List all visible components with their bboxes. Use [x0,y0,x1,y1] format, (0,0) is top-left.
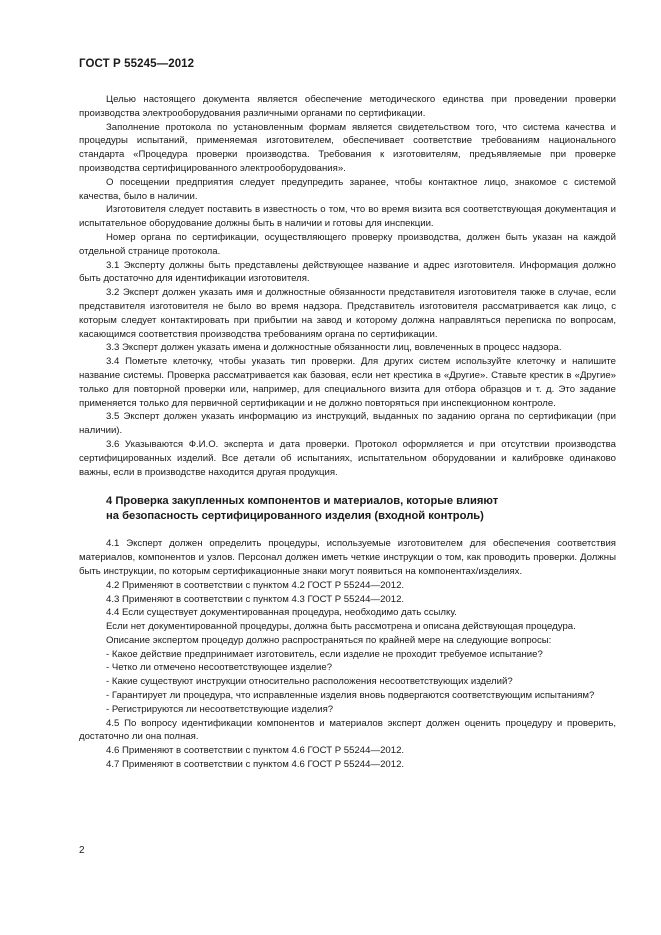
paragraph: 3.3 Эксперт должен указать имена и должностные обязанности лиц, вовлеченных в процесс надзора. [106,342,562,354]
section-4-title-line: на безопасность сертифицированного изделия (входной контроль) [106,510,484,523]
paragraph: 4.5 По вопросу идентификации компонентов и материалов эксперт должен оценить процедуру и проверить, достаточно ли она полная. [79,717,616,743]
section-4-question-list [79,648,616,717]
section-4-paragraphs-continued [79,717,616,772]
list-item: - Гарантирует ли процедура, что исправленные изделия вновь подвергаются соответствующим испытаниям? [106,690,595,702]
paragraph: 4.7 Применяют в соответствии с пунктом 4.6 ГОСТ Р 55244—2012. [106,759,405,771]
paragraph: Номер органа по сертификации, осуществляющего проверку производства, должен быть указан на каждой отдельной странице протокола. [79,231,616,257]
page-number: 2 [79,845,85,856]
paragraph: Целью настоящего документа является обеспечение методического единства при проведении проверки производства электрооборудования различными органами по сертификации. [79,94,616,119]
paragraph: 4.2 Применяют в соответствии с пунктом 4.2 ГОСТ Р 55244—2012. [106,579,405,591]
list-item: - Какое действие предпринимает изготовитель, если изделие не проходит требуемое испытание? [106,648,543,660]
paragraph: 4.4 Если существует документированная процедура, необходимо дать ссылку. [106,607,457,619]
document-header: ГОСТ Р 55245—2012 [79,58,195,70]
paragraph: 3.5 Эксперт должен указать информацию из инструкций, выданных по заданию органа по сертификации (при наличии). [79,411,616,437]
paragraph: Изготовителя следует поставить в известность о том, что во время визита вся соответствующая документация и испытательное оборудование должны быть в наличии и готовы для инспекции. [79,204,616,230]
paragraph: Если нет документированной процедуры, должна быть рассмотрена и описана действующая процедура. [106,621,576,633]
paragraph: 4.1 Эксперт должен определить процедуры, используемые изготовителем для обеспечения соответствия материалов, компонентов и узлов. Персонал должен иметь четкие инструкции о том, как проводить проверки. Должны быть инструкции, по которым сертификационные знаки могут появиться на компонентах/изделиях. [79,538,616,577]
paragraph: 3.6 Указываются Ф.И.О. эксперта и дата проверки. Протокол оформляется и при отсутствии производства сертифицированных изделий. Все детали об испытаниях, испытательном оборудовании и калибровке одинаково важны, если в производстве находится другая продукция. [79,438,616,478]
section-4-heading [79,494,616,524]
section-4-title-line: 4 Проверка закупленных компонентов и материалов, которые влияют [106,495,499,508]
paragraph: 4.3 Применяют в соответствии с пунктом 4.3 ГОСТ Р 55244—2012. [106,593,405,605]
list-item: - Регистрируются ли несоответствующие изделия? [106,703,334,715]
paragraph: Описание экспертом процедур должно распространяться по крайней мере на следующие вопросы: [106,634,552,646]
paragraph: 4.6 Применяют в соответствии с пунктом 4.6 ГОСТ Р 55244—2012. [106,745,405,757]
paragraph: О посещении предприятия следует предупредить заранее, чтобы контактное лицо, знакомое с системой качества, было в наличии. [79,176,616,202]
list-item: - Какие существуют инструкции относительно расположения несоответствующих изделий? [106,676,513,688]
paragraph: 3.2 Эксперт должен указать имя и должностные обязанности представителя изготовителя также в случае, если представителя изготовителя не было во время надзора. Представитель изготовителя рассматривается как лицо, с которым следует контактировать при прибытии на завод и которому должна направляться переписка по вопросам, касающимся соответствия производства требованиям органа по сертификации. [79,287,616,340]
intro-section [79,93,616,479]
paragraph: Заполнение протокола по установленным формам является свидетельством того, что система качества и процедуры испытаний, применяемая изготовителем, обеспечивает соответствие требованиям национального стандарта «Процедура проверки производства. Требования к изготовителям, предъявляемые при проверке производства сертифицированного электрооборудования». [79,121,616,174]
section-4-paragraphs [79,537,616,647]
list-item: - Четко ли отмечено несоответствующее изделие? [106,662,333,674]
document-body [79,93,616,772]
paragraph: 3.1 Эксперту должны быть представлены действующее название и адрес изготовителя. Информация должно быть достаточно для идентификации изготовителя. [79,259,616,285]
paragraph: 3.4 Пометьте клеточку, чтобы указать тип проверки. Для других систем используйте клеточку и напишите название системы. Проверка рассматривается как базовая, если нет крестика в «Другие». Ставьте крестик в «Другие» только для повторной проверки или, например, для специального визита для отбора образцов и т. д. Это задание применяется только для первичной сертификации и не должно повторяться при инспекционном контроле. [79,356,616,409]
